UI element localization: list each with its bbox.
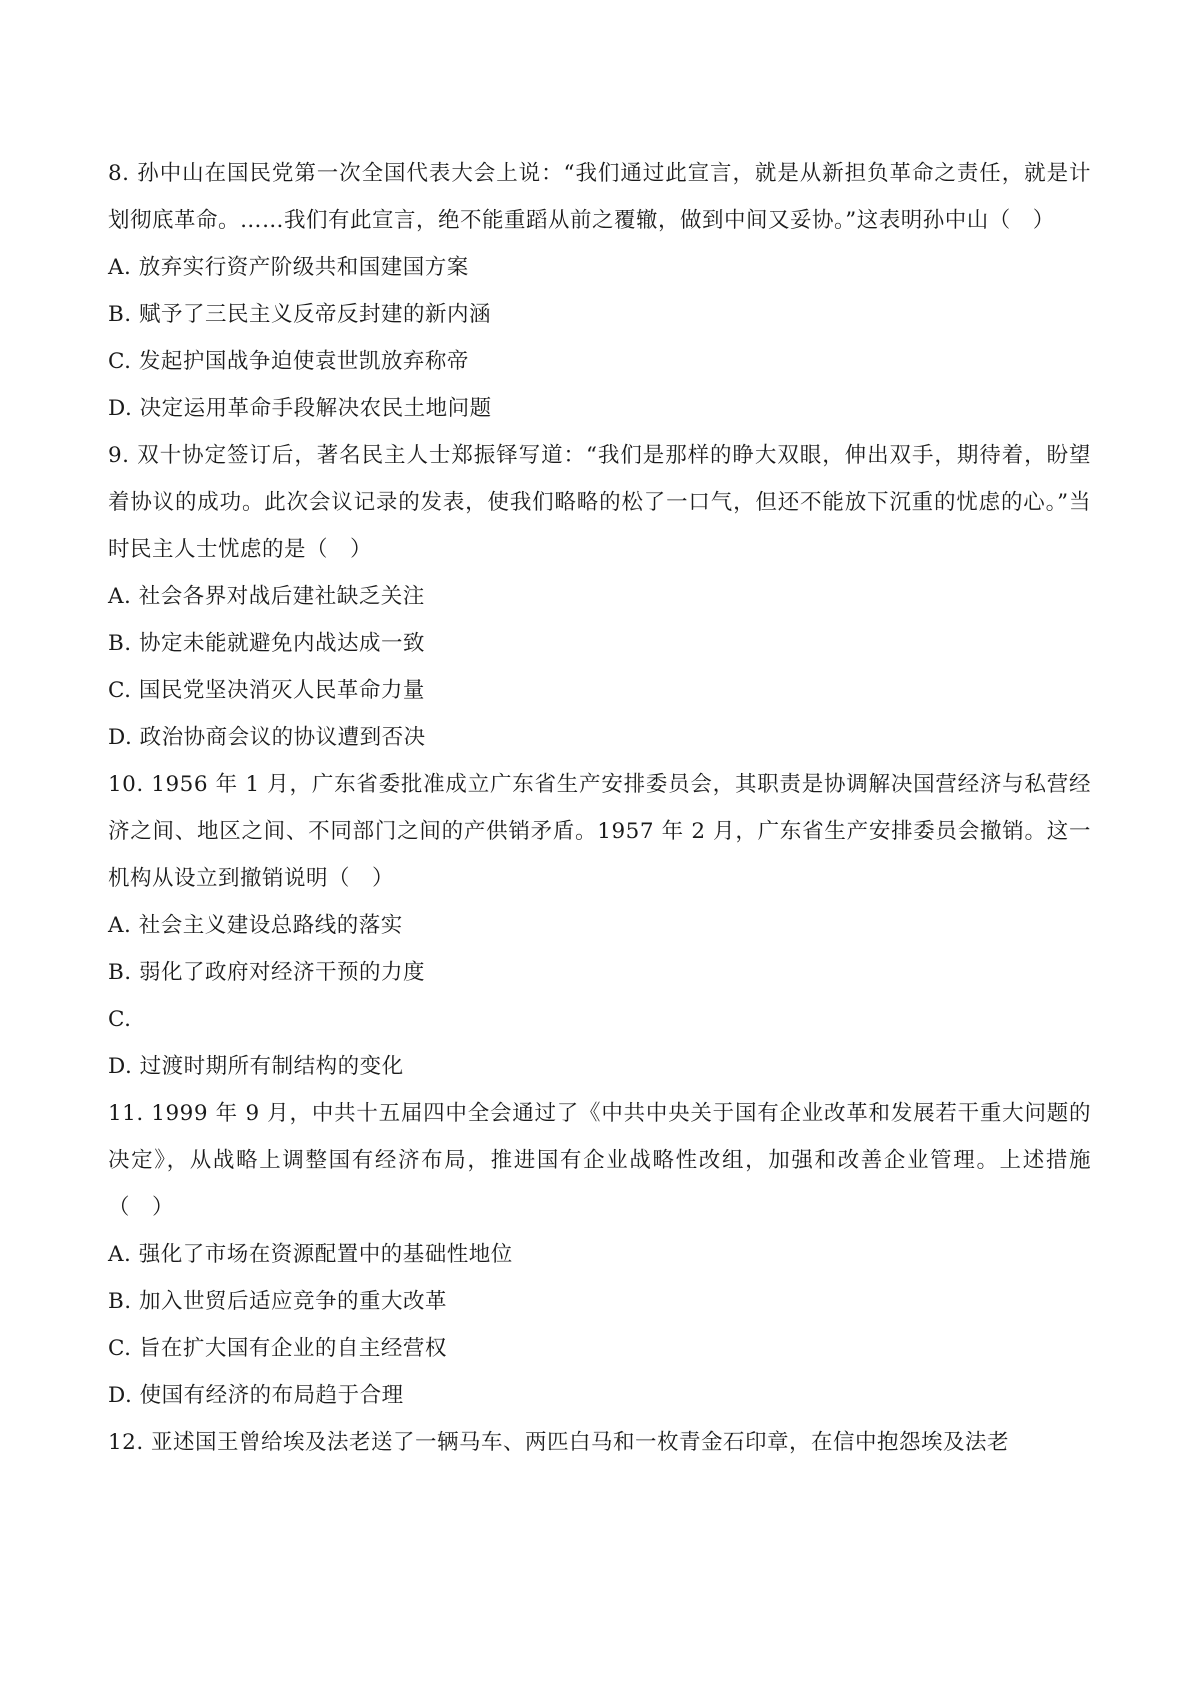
option-a: A. 强化了市场在资源配置中的基础性地位 xyxy=(108,1242,513,1267)
option-b: B. 加入世贸后适应竞争的重大改革 xyxy=(108,1289,447,1314)
question-stem: 8. 孙中山在国民党第一次全国代表大会上说：“我们通过此宣言，就是从新担负革命之责任，就是计划彻底革命。……我们有此宣言，绝不能重蹈从前之覆辙，做到中间又妥协。”这表明孙中山（ ） xyxy=(108,161,1091,233)
option-c: C. xyxy=(108,1007,132,1032)
question-10 xyxy=(108,761,1091,1090)
option-d: D. 过渡时期所有制结构的变化 xyxy=(108,1054,404,1079)
option-c: C. 国民党坚决消灭人民革命力量 xyxy=(108,678,425,703)
option-c: C. 发起护国战争迫使袁世凯放弃称帝 xyxy=(108,349,469,374)
option-a: A. 社会主义建设总路线的落实 xyxy=(108,913,403,938)
option-b: B. 赋予了三民主义反帝反封建的新内涵 xyxy=(108,302,491,327)
question-9 xyxy=(108,432,1091,761)
question-stem: 9. 双十协定签订后，著名民主人士郑振铎写道：“我们是那样的睁大双眼，伸出双手，期待着，盼望着协议的成功。此次会议记录的发表，使我们略略的松了一口气，但还不能放下沉重的忧虑的心。”当时民主人士忧虑的是（ ） xyxy=(108,443,1091,562)
question-11 xyxy=(108,1090,1091,1419)
option-d: D. 决定运用革命手段解决农民土地问题 xyxy=(108,396,492,421)
option-c: C. 旨在扩大国有企业的自主经营权 xyxy=(108,1336,447,1361)
option-a: A. 社会各界对战后建社缺乏关注 xyxy=(108,584,425,609)
question-stem: 11. 1999 年 9 月，中共十五届四中全会通过了《中共中央关于国有企业改革和发展若干重大问题的决定》，从战略上调整国有经济布局，推进国有企业战略性改组，加强和改善企业管理。上述措施（ ） xyxy=(108,1101,1091,1220)
option-b: B. 弱化了政府对经济干预的力度 xyxy=(108,960,425,985)
question-stem: 10. 1956 年 1 月，广东省委批准成立广东省生产安排委员会，其职责是协调解决国营经济与私营经济之间、地区之间、不同部门之间的产供销矛盾。1957 年 2 月，广东省生产安排委员会撤销。这一机构从设立到撤销说明（ ） xyxy=(108,772,1091,891)
question-12 xyxy=(108,1419,1091,1466)
option-d: D. 使国有经济的布局趋于合理 xyxy=(108,1383,404,1408)
question-8 xyxy=(108,150,1091,432)
option-b: B. 协定未能就避免内战达成一致 xyxy=(108,631,425,656)
option-a: A. 放弃实行资产阶级共和国建国方案 xyxy=(108,255,469,280)
option-d: D. 政治协商会议的协议遭到否决 xyxy=(108,725,426,750)
question-stem-partial: 12. 亚述国王曾给埃及法老送了一辆马车、两匹白马和一枚青金石印章，在信中抱怨埃及法老 xyxy=(108,1430,1010,1455)
exam-page xyxy=(108,150,1091,1466)
